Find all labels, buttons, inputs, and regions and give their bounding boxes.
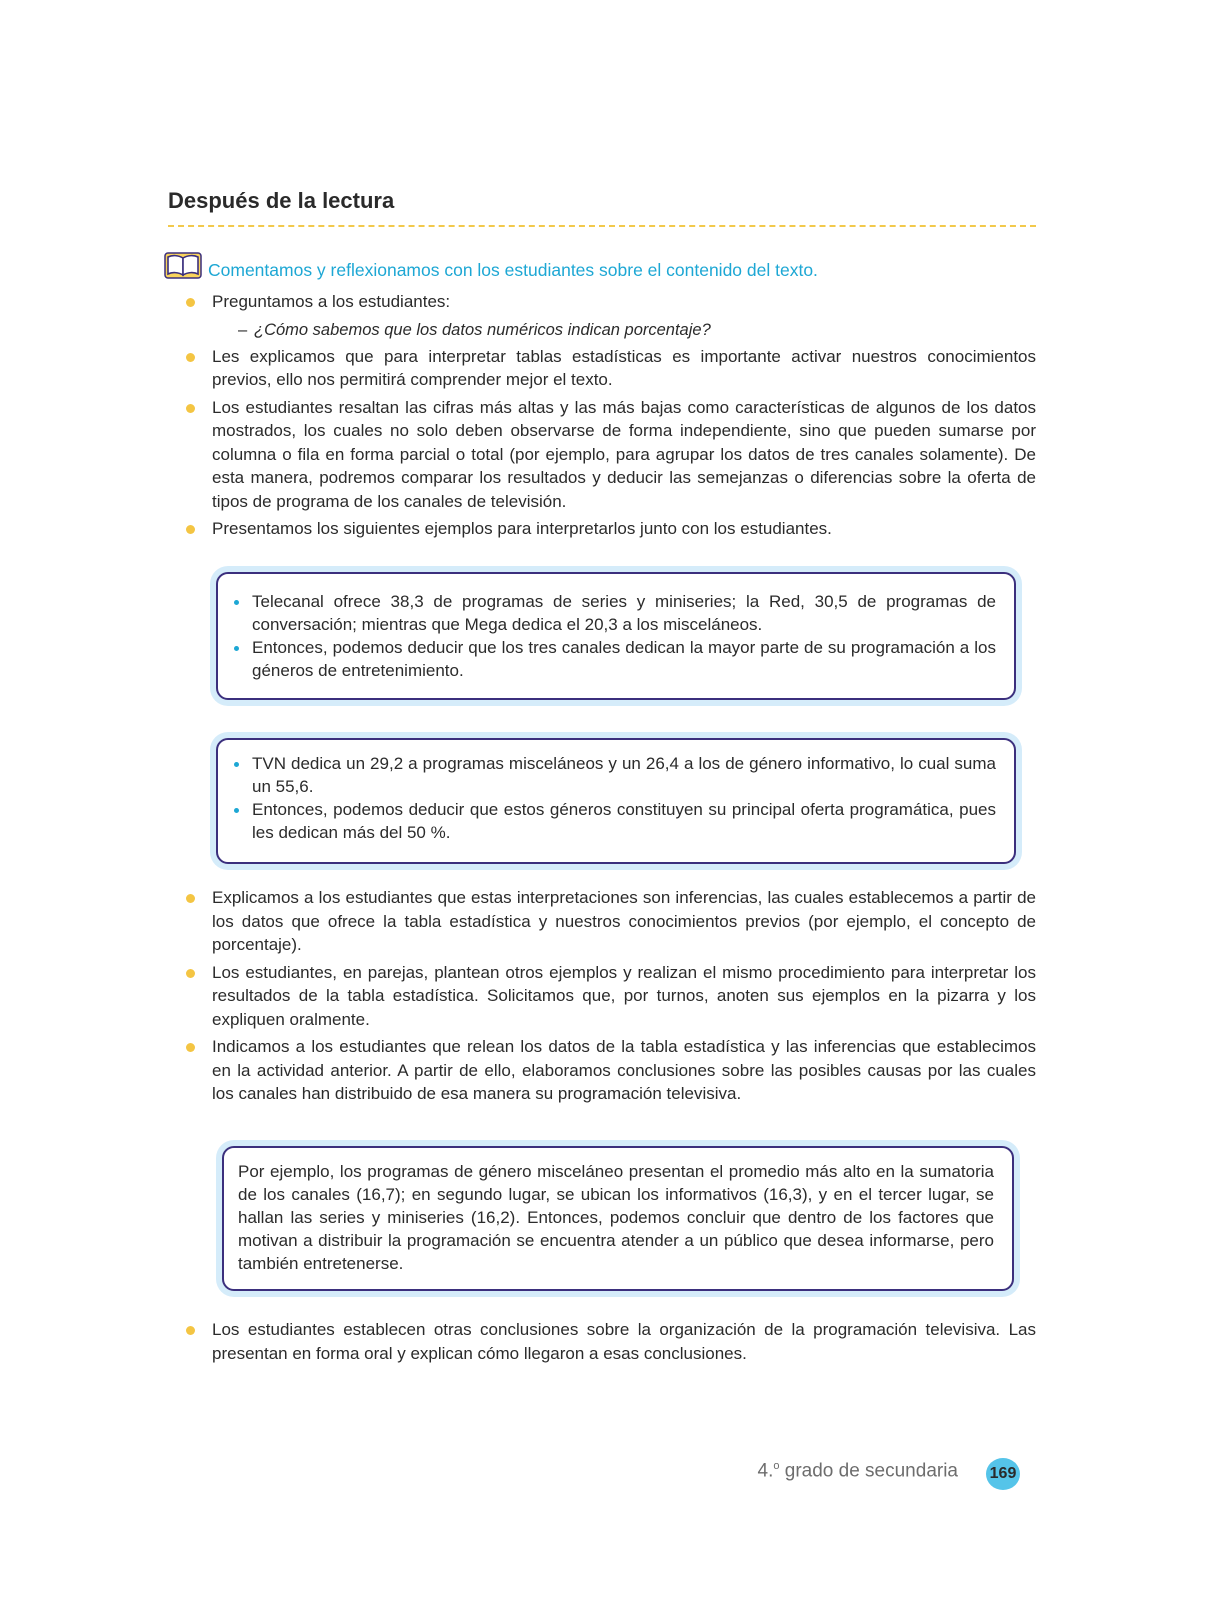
example-text: Entonces, podemos deducir que estos géneros constituyen su principal oferta programática, pues les dedican más del 50 %.	[252, 800, 996, 842]
footer-grade	[758, 1460, 959, 1482]
bullet-dot	[186, 969, 195, 978]
list-item	[186, 1318, 1036, 1365]
grade-superscript: o	[773, 1460, 780, 1472]
bullet-list-2	[186, 886, 1036, 1110]
example-item	[234, 752, 996, 798]
intro-text: Comentamos y reflexionamos con los estudiantes sobre el contenido del texto.	[208, 260, 818, 280]
list-item-text: Preguntamos a los estudiantes:	[212, 292, 451, 311]
list-item-text: Los estudiantes resaltan las cifras más altas y las más bajas como características de algunos de los datos mostrados, los cuales no solo deben observarse de forma independiente, sino que pueden sumarse por columna o fila en forma parcial o total (por ejemplo, para agrupar los datos de tres canales solamente). De esta manera, podremos comparar los resultados y deducir las semejanzas o diferencias sobre la oferta de tipos de programa de los canales de televisión.	[212, 397, 1036, 511]
list-item	[186, 396, 1036, 514]
bullet-dot	[186, 894, 195, 903]
list-item-text: Explicamos a los estudiantes que estas interpretaciones son inferencias, las cuales establecemos a partir de los datos que ofrece la tabla estadística y nuestros conocimientos previos (por ejemplo, el concepto de porcentaje).	[212, 888, 1036, 954]
list-item-text: Les explicamos que para interpretar tablas estadísticas es importante activar nuestros conocimientos previos, ello nos permitirá comprender mejor el texto.	[212, 346, 1036, 389]
example-box-1	[216, 572, 1016, 700]
sub-question-dash: –	[238, 320, 248, 339]
conclusion-text: Por ejemplo, los programas de género misceláneo presentan el promedio más alto en la sumatoria de los canales (16,7); en segundo lugar, se ubican los informativos (16,3), y en el tercer lugar, se hallan las series y miniseries (16,2). Entonces, podemos concluir que dentro de los factores que motivan a distribuir la programación se encuentra atender a un público que desea informarse, pero también entretenerse.	[238, 1162, 994, 1273]
example-text: TVN dedica un 29,2 a programas misceláneos y un 26,4 a los de género informativo, lo cual suma un 55,6.	[252, 754, 996, 796]
example-text: Telecanal ofrece 38,3 de programas de series y miniseries; la Red, 30,5 de programas de conversación; mientras que Mega dedica el 20,3 a los misceláneos.	[252, 592, 996, 634]
sub-question-text: ¿Cómo sabemos que los datos numéricos indican porcentaje?	[254, 320, 711, 339]
example-item	[234, 590, 996, 636]
page-number: 169	[986, 1458, 1020, 1490]
list-item-text: Los estudiantes establecen otras conclusiones sobre la organización de la programación televisiva. Las presentan en forma oral y explican cómo llegaron a esas conclusiones.	[212, 1320, 1036, 1363]
dashed-divider	[168, 225, 1036, 227]
example-box-2	[216, 738, 1016, 864]
list-item-text: Presentamos los siguientes ejemplos para interpretarlos junto con los estudiantes.	[212, 519, 832, 538]
open-book-icon	[164, 252, 202, 280]
grade-text: grado de secundaria	[779, 1460, 958, 1482]
conclusion-box	[222, 1146, 1014, 1291]
bullet-dot	[186, 1326, 195, 1335]
example-item	[234, 798, 996, 844]
list-item	[186, 961, 1036, 1032]
bullet-dot	[186, 353, 195, 362]
bullet-dot	[186, 404, 195, 413]
example-item	[234, 636, 996, 682]
bullet-list-3	[186, 1318, 1036, 1369]
list-item	[186, 1035, 1036, 1106]
bullet-dot	[234, 762, 239, 767]
bullet-dot	[186, 1043, 195, 1052]
bullet-list-1	[186, 290, 1036, 545]
list-item-text: Los estudiantes, en parejas, plantean otros ejemplos y realizan el mismo procedimiento para interpretar los resultados de la tabla estadística. Solicitamos que, por turnos, anoten sus ejemplos en la pizarra y los expliquen oralmente.	[212, 962, 1036, 1029]
bullet-dot	[186, 298, 195, 307]
bullet-dot	[234, 600, 239, 605]
list-item	[186, 345, 1036, 392]
list-item	[186, 290, 1036, 341]
list-item	[186, 886, 1036, 957]
bullet-dot	[186, 525, 195, 534]
bullet-dot	[234, 646, 239, 651]
list-item	[186, 517, 1036, 541]
list-item-text: Indicamos a los estudiantes que relean los datos de la tabla estadística y las inferencias que establecimos en la actividad anterior. A partir de ello, elaboramos conclusiones sobre las posibles causas por las cuales los canales han distribuido de esa manera su programación televisiva.	[212, 1037, 1036, 1103]
grade-number: 4.	[757, 1460, 774, 1482]
section-title: Después de la lectura	[168, 188, 395, 213]
example-text: Entonces, podemos deducir que los tres canales dedican la mayor parte de su programación a los géneros de entretenimiento.	[252, 638, 996, 680]
bullet-dot	[234, 808, 239, 813]
sub-question	[212, 319, 1036, 341]
